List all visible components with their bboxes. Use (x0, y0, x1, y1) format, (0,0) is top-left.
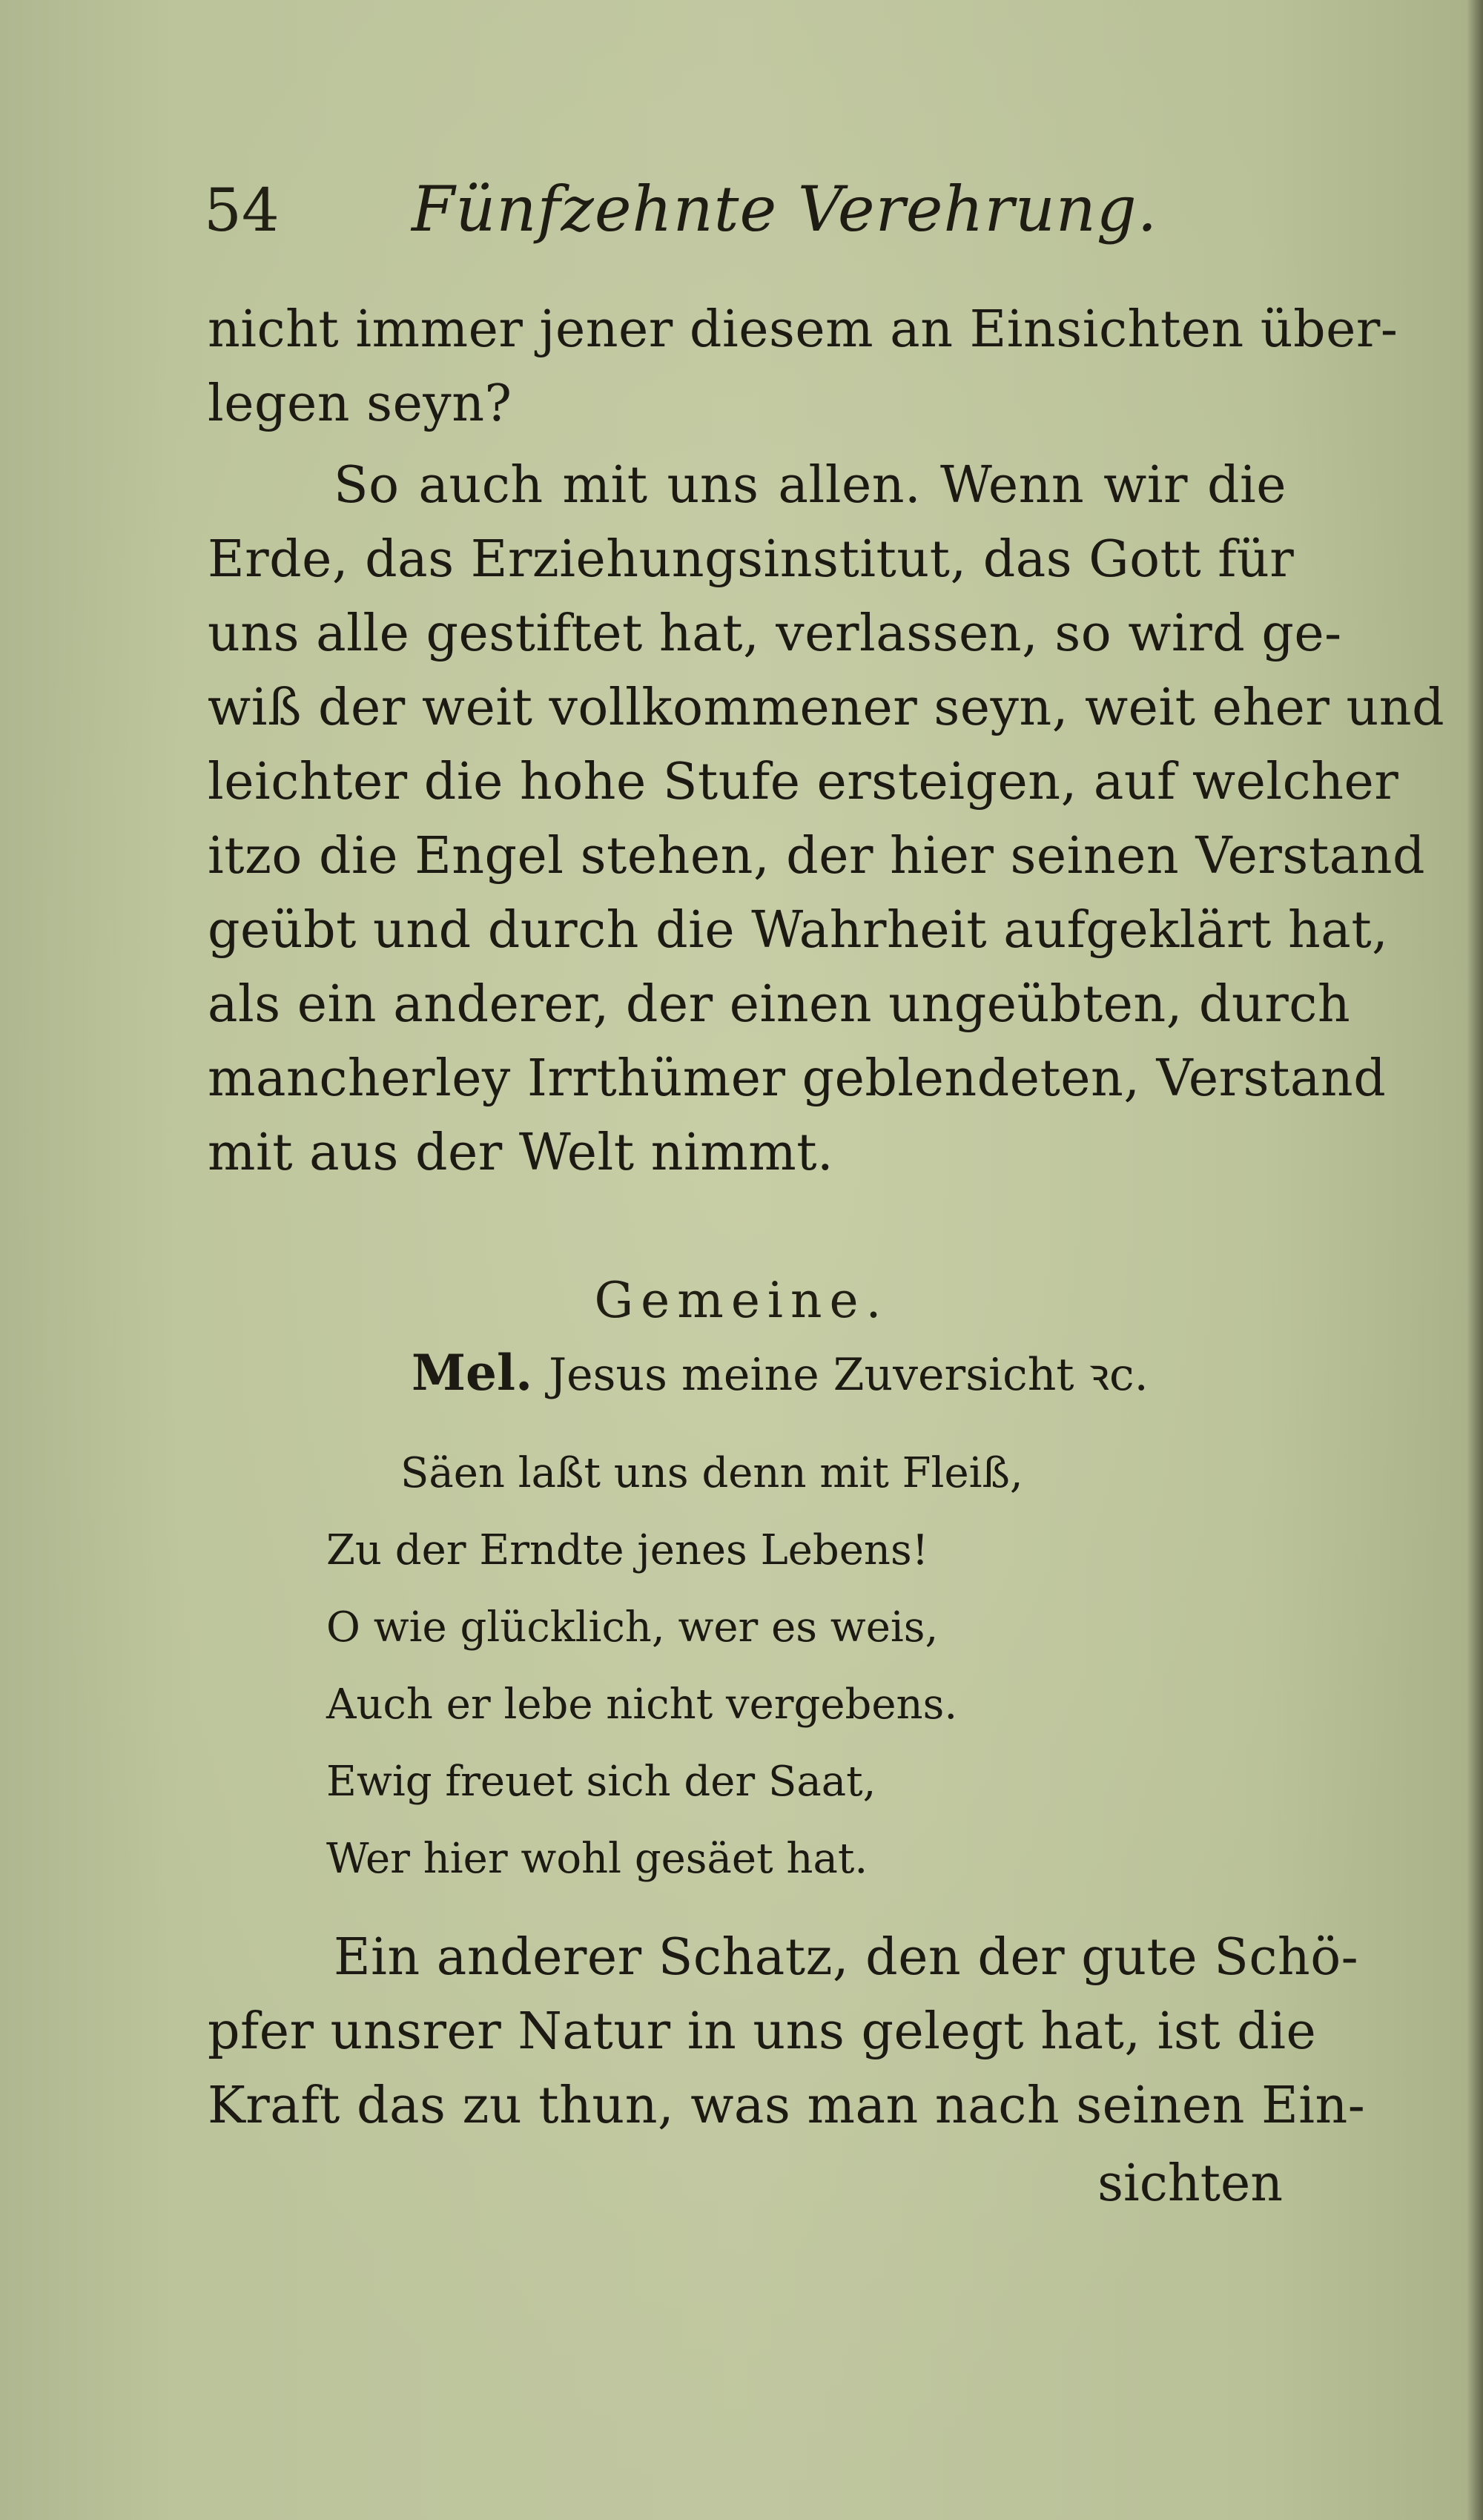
text-line: wiß der weit vollkommener seyn, weit eher und (208, 679, 1445, 737)
paragraph-continued (208, 293, 1398, 441)
running-title: Fünfzehnte Verehrung. (412, 173, 1158, 245)
verse-line: Ewig freuet sich der Saat, (326, 1758, 876, 1806)
paragraph (208, 449, 1445, 1190)
verse-line: Auch er lebe nicht vergebens. (326, 1680, 958, 1729)
text-line: nicht immer jener diesem an Einsichten über- (208, 300, 1398, 359)
hymn-melody (412, 1342, 1149, 1403)
melody-label: Mel. (412, 1344, 533, 1402)
verse-line: Säen laßt uns denn mit Fleiß, (400, 1449, 1023, 1497)
text-line: pfer unsrer Natur in uns gelegt hat, ist die (208, 2002, 1317, 2061)
text-line: legen seyn? (208, 375, 512, 433)
verse-line: Zu der Erndte jenes Lebens! (326, 1526, 929, 1574)
text-line: als ein anderer, der einen ungeübten, durch (208, 975, 1351, 1034)
page-header (204, 167, 1301, 256)
text-line: uns alle gestiftet hat, verlassen, so wird ge- (208, 604, 1342, 663)
hymn-verse (326, 1435, 1023, 1898)
text-line: leichter die hohe Stufe ersteigen, auf welcher (208, 753, 1399, 811)
text-line: itzo die Engel stehen, der hier seinen Verstand (208, 827, 1426, 885)
melody-name: Jesus meine Zuversicht ꝛc. (549, 1349, 1149, 1401)
paragraph (208, 1921, 1366, 2143)
text-line: Erde, das Erziehungsinstitut, das Gott für (208, 530, 1295, 589)
catchword: sichten (1097, 2154, 1283, 2213)
text-line: So auch mit uns allen. Wenn wir die (334, 456, 1287, 515)
text-line: Ein anderer Schatz, den der gute Schö- (334, 1928, 1359, 1987)
page-number: 54 (204, 176, 280, 245)
text-line: mancherley Irrthümer geblendeten, Verstand (208, 1049, 1387, 1108)
text-line: Kraft das zu thun, was man nach seinen Ein- (208, 2077, 1366, 2135)
page-edge-shadow (1467, 0, 1483, 2520)
verse-line: Wer hier wohl gesäet hat. (326, 1835, 868, 1883)
verse-line: O wie glücklich, wer es weis, (326, 1603, 939, 1652)
text-line: mit aus der Welt nimmt. (208, 1124, 834, 1182)
text-line: geübt und durch die Wahrheit aufgeklärt hat, (208, 901, 1389, 960)
hymn-heading: Gemeine. (594, 1272, 889, 1329)
